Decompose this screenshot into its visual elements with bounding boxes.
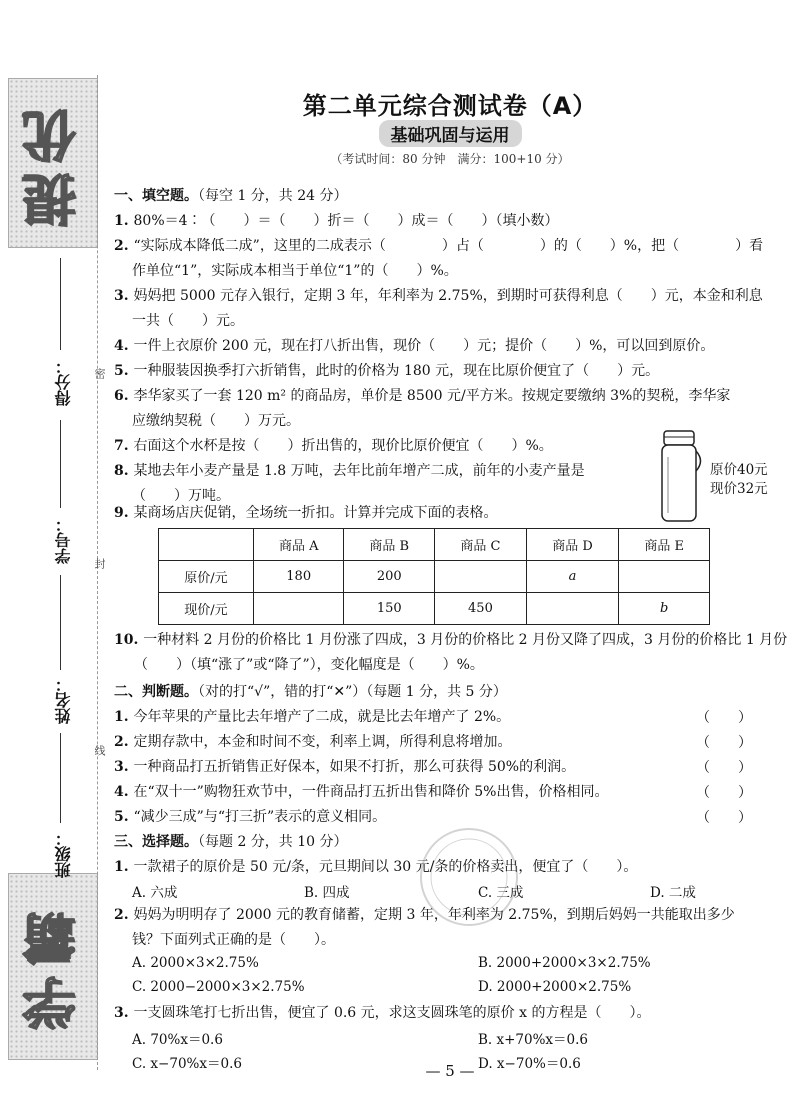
score-line — [60, 258, 61, 350]
answer-box[interactable]: （ ） — [696, 735, 752, 751]
question-text: 一款裙子的原价是 50 元/条，元旦期间以 30 元/条的价格卖出，便宜了（ ）。 — [133, 859, 638, 875]
table-cell: 商品 E — [619, 529, 710, 561]
question-text: 定期存款中，本金和时间不变，利率上调，所得利息将增加。 — [133, 734, 512, 750]
judge-item-1: 1. 今年苹果的产量比去年增产了二成，就是比去年增产了 2%。 — [114, 709, 511, 725]
table-cell: 商品 A — [254, 529, 344, 561]
page-number: — 5 — — [425, 1062, 475, 1080]
section3-note: （每题 2 分，共 10 分） — [198, 834, 348, 850]
answer-box[interactable]: （ ） — [696, 810, 752, 826]
question-text: 今年苹果的产量比去年增产了二成，就是比去年增产了 2%。 — [133, 709, 511, 725]
question-text: 某商场店庆促销，全场统一折扣。计算并完成下面的表格。 — [133, 505, 498, 521]
option-b[interactable]: B. 2000+2000×3×2.75% — [478, 955, 651, 971]
name-line — [60, 575, 61, 670]
question-1-6-cont: 应缴纳契税（ ）万元。 — [132, 413, 300, 429]
option-b[interactable]: B. x+70%x＝0.6 — [478, 1032, 589, 1048]
question-text: 一种商品打五折销售正好保本，如果不打折，那么可获得 50%的利润。 — [133, 759, 576, 775]
question-1-10-cont: （ ）（填“涨了”或“降了”），变化幅度是（ ）%。 — [134, 657, 484, 673]
table-cell: 200 — [344, 561, 435, 593]
water-bottle-icon — [658, 427, 706, 525]
option-d[interactable]: D. 二成 — [650, 885, 696, 901]
option-c[interactable]: C. 2000−2000×3×2.75% — [132, 979, 305, 995]
choice-question-2-cont: 钱？下面列式正确的是（ ）。 — [132, 932, 335, 948]
question-text: “减少三成”与“打三折”表示的意义相同。 — [133, 809, 387, 825]
student-id-line — [60, 420, 61, 508]
question-text: 在“双十一”购物狂欢节中，一件商品打五折出售和降价 5%出售，价格相同。 — [133, 784, 609, 800]
question-1-3: 3. 妈妈把 5000 元存入银行，定期 3 年，年利率为 2.75%，到期时可获得利息（ ）元，本金和利息 — [114, 288, 763, 304]
question-1-2-cont: 作单位“1”，实际成本相当于单位“1”的（ ）%。 — [132, 263, 458, 279]
judge-item-4: 4. 在“双十一”购物狂欢节中，一件商品打五折出售和降价 5%出售，价格相同。 — [114, 784, 609, 800]
name-label: 姓名： — [54, 676, 73, 724]
table-cell: 150 — [344, 593, 435, 625]
table-cell: 商品 C — [435, 529, 527, 561]
table-header-row — [159, 529, 710, 561]
question-1-4: 4. 一件上衣原价 200 元，现在打八折出售，现价（ ）元；提价（ ）%，可以回到原价。 — [114, 338, 715, 354]
question-text: 妈妈为明明存了 2000 元的教育储蓄，定期 3 年，年利率为 2.75%，到期后妈妈一共能取出多少 — [133, 907, 735, 923]
table-cell — [159, 529, 254, 561]
question-1-7: 7. 右面这个水杯是按（ ）折出售的，现价比原价便宜（ ）%。 — [114, 438, 553, 454]
choice-question-1: 1. 一款裙子的原价是 50 元/条，元旦期间以 30 元/条的价格卖出，便宜了（ ）。 — [114, 859, 638, 875]
question-1-9: 9. 某商场店庆促销，全场统一折扣。计算并完成下面的表格。 — [114, 505, 498, 521]
table-cell: 现价/元 — [159, 593, 254, 625]
table-cell: 180 — [254, 561, 344, 593]
option-d[interactable]: D. 2000+2000×2.75% — [478, 979, 632, 995]
option-d[interactable]: D. x−70%＝0.6 — [478, 1056, 581, 1072]
cut-line — [97, 75, 98, 1070]
table-cell[interactable] — [526, 593, 619, 625]
option-c[interactable]: C. 三成 — [478, 885, 524, 901]
table-cell: 原价/元 — [159, 561, 254, 593]
section1-heading-line — [114, 186, 348, 206]
table-cell: a — [526, 561, 619, 593]
question-text: 一种材料 2 月份的价格比 1 月份涨了四成，3 月份的价格比 2 月份又降了四成，3 月份的价格比 1 月份 — [143, 632, 788, 648]
current-price-label: 现价32元 — [710, 481, 768, 497]
table-cell: 商品 D — [526, 529, 619, 561]
badge-top — [8, 78, 98, 248]
question-1-8: 8. 某地去年小麦产量是 1.8 万吨，去年比前年增产二成，前年的小麦产量是 — [114, 463, 585, 479]
question-text: 李华家买了一套 120 m² 的商品房，单价是 8500 元/平方米。按规定要缴纳 3%的契税，李华家 — [133, 388, 731, 404]
question-1-6: 6. 李华家买了一套 120 m² 的商品房，单价是 8500 元/平方米。按规定要缴纳 3%的契税，李华家 — [114, 388, 731, 404]
option-a[interactable]: A. 六成 — [132, 885, 178, 901]
answer-box[interactable]: （ ） — [696, 710, 752, 726]
section3-heading-line — [114, 832, 348, 852]
seal-mark-3: 线 — [93, 745, 106, 756]
question-1-2: 2. “实际成本降低二成”，这里的二成表示（ ）占（ ）的（ ）%，把（ ）看 — [114, 238, 764, 254]
option-a[interactable]: A. 2000×3×2.75% — [132, 955, 259, 971]
section2-note: （对的打“√”，错的打“✕”）（每题 1 分，共 5 分） — [198, 684, 507, 700]
table-row — [159, 561, 710, 593]
answer-box[interactable]: （ ） — [696, 785, 752, 801]
badge-bottom-text: 学霸 — [21, 902, 85, 1031]
page-title: 第二单元综合测试卷（A） — [302, 92, 598, 120]
question-text: 一种服装因换季打六折销售，此时的价格为 180 元，现在比原价便宜了（ ）元。 — [133, 363, 660, 379]
question-1-3-cont: 一共（ ）元。 — [132, 313, 244, 329]
class-line — [60, 733, 61, 823]
option-b[interactable]: B. 四成 — [304, 885, 350, 901]
choice-question-3: 3. 一支圆珠笔打七折出售，便宜了 0.6 元，求这支圆珠笔的原价 x 的方程是（ ）。 — [114, 1005, 651, 1021]
section2-heading-line — [114, 682, 507, 702]
badge-top-text: 提优 — [21, 99, 85, 227]
answer-box[interactable]: （ ） — [696, 760, 752, 776]
question-text: 80%＝4∶（ ）＝（ ）折＝（ ）成＝（ ）（填小数） — [133, 213, 559, 229]
question-text: 右面这个水杯是按（ ）折出售的，现价比原价便宜（ ）%。 — [133, 438, 553, 454]
class-label: 班级： — [54, 830, 73, 878]
judge-item-3: 3. 一种商品打五折销售正好保本，如果不打折，那么可获得 50%的利润。 — [114, 759, 576, 775]
question-1-10: 10. 一种材料 2 月份的价格比 1 月份涨了四成，3 月份的价格比 2 月份又降了四成，3 月份的价格比 1 月份 — [114, 632, 788, 648]
option-c[interactable]: C. x−70%x＝0.6 — [132, 1056, 242, 1072]
judge-item-5: 5. “减少三成”与“打三折”表示的意义相同。 — [114, 809, 387, 825]
question-1-5: 5. 一种服装因换季打六折销售，此时的价格为 180 元，现在比原价便宜了（ ）元。 — [114, 363, 660, 379]
question-text: 一件上衣原价 200 元，现在打八折出售，现价（ ）元；提价（ ）%，可以回到原价。 — [133, 338, 715, 354]
judge-item-2: 2. 定期存款中，本金和时间不变，利率上调，所得利息将增加。 — [114, 734, 512, 750]
table-cell[interactable] — [619, 561, 710, 593]
student-id-label: 学号： — [54, 516, 73, 564]
score-label: 得分： — [54, 358, 73, 406]
question-text: 妈妈把 5000 元存入银行，定期 3 年，年利率为 2.75%，到期时可获得利息（ ）元，本金和利息 — [133, 288, 763, 304]
table-row — [159, 593, 710, 625]
question-1-8-cont: （ ）万吨。 — [132, 488, 230, 504]
page-subtitle: 基础巩固与运用 — [379, 120, 522, 147]
section2-heading: 二、判断题。 — [114, 684, 198, 700]
binding-margin — [0, 0, 106, 1097]
watermark-stamp-icon — [414, 822, 524, 932]
seal-mark-1: 密 — [93, 368, 106, 379]
section3-heading: 三、选择题。 — [114, 834, 198, 850]
table-cell: 商品 B — [344, 529, 435, 561]
price-table — [158, 528, 710, 625]
table-cell: 450 — [435, 593, 527, 625]
question-1-1: 1. 80%＝4∶（ ）＝（ ）折＝（ ）成＝（ ）（填小数） — [114, 213, 559, 229]
table-cell[interactable] — [435, 561, 527, 593]
choice-question-2: 2. 妈妈为明明存了 2000 元的教育储蓄，定期 3 年，年利率为 2.75%，到期后妈妈一共能取出多少 — [114, 907, 735, 923]
seal-mark-2: 封 — [93, 558, 106, 569]
question-text: 一支圆珠笔打七折出售，便宜了 0.6 元，求这支圆珠笔的原价 x 的方程是（ ）。 — [133, 1005, 651, 1021]
section1-note: （每空 1 分，共 24 分） — [198, 188, 348, 204]
question-text: 某地去年小麦产量是 1.8 万吨，去年比前年增产二成，前年的小麦产量是 — [133, 463, 585, 479]
table-cell: b — [619, 593, 710, 625]
table-cell[interactable] — [254, 593, 344, 625]
original-price-label: 原价40元 — [710, 462, 768, 478]
question-text: “实际成本降低二成”，这里的二成表示（ ）占（ ）的（ ）%，把（ ）看 — [133, 238, 764, 254]
option-a[interactable]: A. 70%x＝0.6 — [132, 1032, 223, 1048]
exam-meta: （考试时间：80 分钟 满分：100+10 分） — [330, 152, 570, 166]
section1-heading: 一、填空题。 — [114, 188, 198, 204]
badge-bottom — [8, 873, 98, 1060]
